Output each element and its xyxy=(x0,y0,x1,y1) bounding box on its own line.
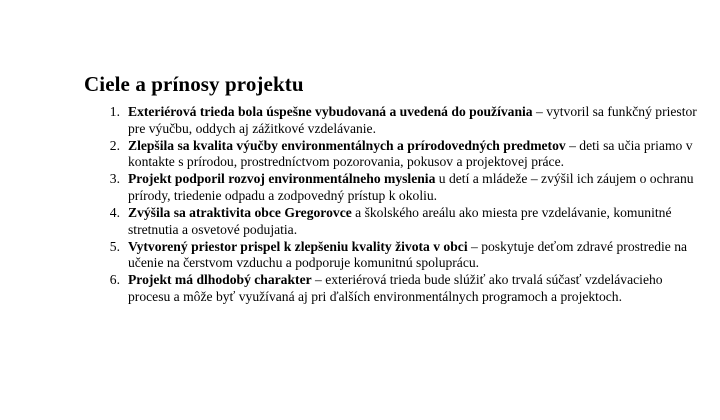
list-item xyxy=(100,171,700,204)
list-item-number: 2. xyxy=(109,137,120,153)
page-title: Ciele a prínosy projektu xyxy=(84,72,304,97)
list-item-lead: Exteriérová trieda bola úspešne vybudovaná a uvedená do používania xyxy=(128,104,533,119)
list-item-number: 4. xyxy=(109,205,120,221)
list-item xyxy=(100,104,700,137)
list-item-text xyxy=(128,272,700,305)
list-item-text xyxy=(128,205,700,238)
list-item-number: 6. xyxy=(109,272,120,288)
list-item xyxy=(100,138,700,171)
list-item xyxy=(100,205,700,238)
list-item-lead: Zvýšila sa atraktivita obce Gregorovce xyxy=(128,205,352,221)
list-item-lead: Zlepšila sa kvalita výučby environmentálnych a prírodovedných predmetov xyxy=(128,137,566,153)
list-item-rest: – exteriérová trieda bude slúžiť ako trvalá súčasť vzdelávacieho procesu a môže byť využívaná aj pri ďalších environmentálnych programoch a projektoch. xyxy=(128,272,663,305)
list-item-number: 5. xyxy=(109,238,120,254)
list-item-text xyxy=(128,171,700,204)
list-item xyxy=(100,272,700,305)
list-item-lead: Projekt podporil rozvoj environmentálneho myslenia xyxy=(128,171,436,187)
list-item-text xyxy=(128,138,700,171)
list-item-lead: Vytvorený priestor prispel k zlepšeniu kvality života v obci xyxy=(128,238,468,254)
list-item-number: 1. xyxy=(109,104,120,119)
list-item-text xyxy=(128,239,700,272)
slide-content-body xyxy=(100,104,700,306)
list-item-number: 3. xyxy=(109,171,120,187)
list-item-rest: – vytvoril sa funkčný priestor pre výučbu, oddych aj zážitkové vzdelávanie. xyxy=(128,104,697,136)
list-item-text xyxy=(128,104,700,137)
list-item-rest: – poskytuje deťom zdravé prostredie na učenie na čerstvom vzduchu a podporuje komunitnú spoluprácu. xyxy=(128,238,688,271)
list-item-rest: a školského areálu ako miesta pre vzdelávanie, komunitné stretnutia a osvetové podujatia. xyxy=(128,205,672,237)
list-item-rest: u detí a mládeže – zvýšil ich záujem o ochranu prírody, triedenie odpadu a zodpovedný prístup k okoliu. xyxy=(128,171,694,203)
list-item xyxy=(100,239,700,272)
list-item-lead: Projekt má dlhodobý charakter xyxy=(128,272,312,288)
goals-numbered-list xyxy=(100,104,700,306)
list-item-rest: – deti sa učia priamo v kontakte s prírodou, prostredníctvom pozorovania, pokusov a projektovej práce. xyxy=(128,137,693,170)
